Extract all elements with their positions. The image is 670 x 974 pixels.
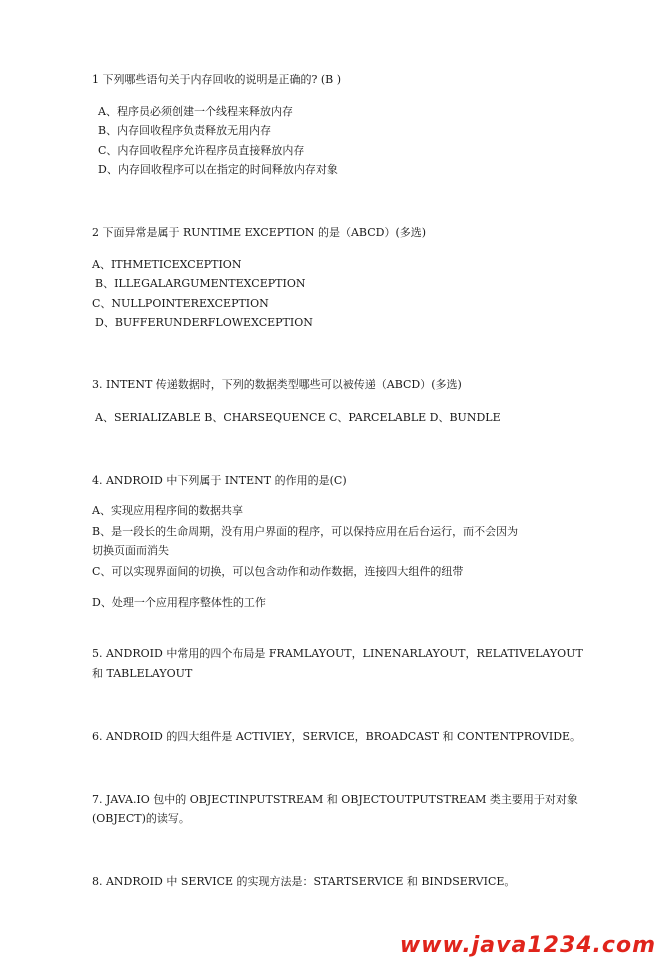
question-1-option-a: A、程序员必须创建一个线程来释放内存 [98,105,293,118]
statement-7-line-1: 7. JAVA.IO 包中的 OBJECTINPUTSTREAM 和 OBJECTOUTPUTSTREAM 类主要用于对对象 [92,793,578,806]
statement-7-line-2: (OBJECT)的读写。 [92,812,190,825]
question-1-title: 1 下列哪些语句关于内存回收的说明是正确的? (B ) [92,73,342,86]
question-4-option-a: A、实现应用程序间的数据共享 [92,504,243,517]
statement-6: 6. ANDROID 的四大组件是 ACTIVIEY，SERVICE，BROADCAST 和 CONTENTPROVIDE。 [92,730,582,743]
question-1-option-d: D、内存回收程序可以在指定的时间释放内存对象 [98,163,338,176]
question-4-option-c: C、可以实现界面间的切换，可以包含动作和动作数据，连接四大组件的纽带 [92,565,464,578]
question-2-title: 2 下面异常是属于 RUNTIME EXCEPTION 的是（ABCD）(多选) [92,226,427,239]
question-4-option-d: D、处理一个应用程序整体性的工作 [92,596,266,609]
question-3-options: A、SERIALIZABLE B、CHARSEQUENCE C、PARCELABLE D、BUNDLE [95,411,501,424]
question-4-option-b-cont: 切换页面而消失 [92,544,169,557]
question-2-option-a: A、ITHMETICEXCEPTION [92,258,242,271]
statement-5-line-1: 5. ANDROID 中常用的四个布局是 FRAMLAYOUT，LINENARLAYOUT，RELATIVELAYOUT [92,647,583,660]
question-2-option-b: B、ILLEGALARGUMENTEXCEPTION [95,277,306,290]
question-2-option-d: D、BUFFERUNDERFLOWEXCEPTION [95,316,313,329]
question-4-option-b: B、是一段长的生命周期，没有用户界面的程序，可以保持应用在后台运行，而不会因为 [92,525,519,538]
site-watermark: www.java1234.com [399,933,656,958]
question-1-option-b: B、内存回收程序负责释放无用内存 [98,124,272,137]
question-3-title: 3. INTENT 传递数据时，下列的数据类型哪些可以被传递（ABCD）(多选) [92,378,462,391]
question-4-title: 4. ANDROID 中下列属于 INTENT 的作用的是(C) [92,474,347,487]
question-1-option-c: C、内存回收程序允许程序员直接释放内存 [98,144,305,157]
statement-8: 8. ANDROID 中 SERVICE 的实现方法是：STARTSERVICE 和 BINDSERVICE。 [92,875,516,888]
question-2-option-c: C、NULLPOINTEREXCEPTION [92,297,269,310]
statement-5-line-2: 和 TABLELAYOUT [92,667,193,680]
